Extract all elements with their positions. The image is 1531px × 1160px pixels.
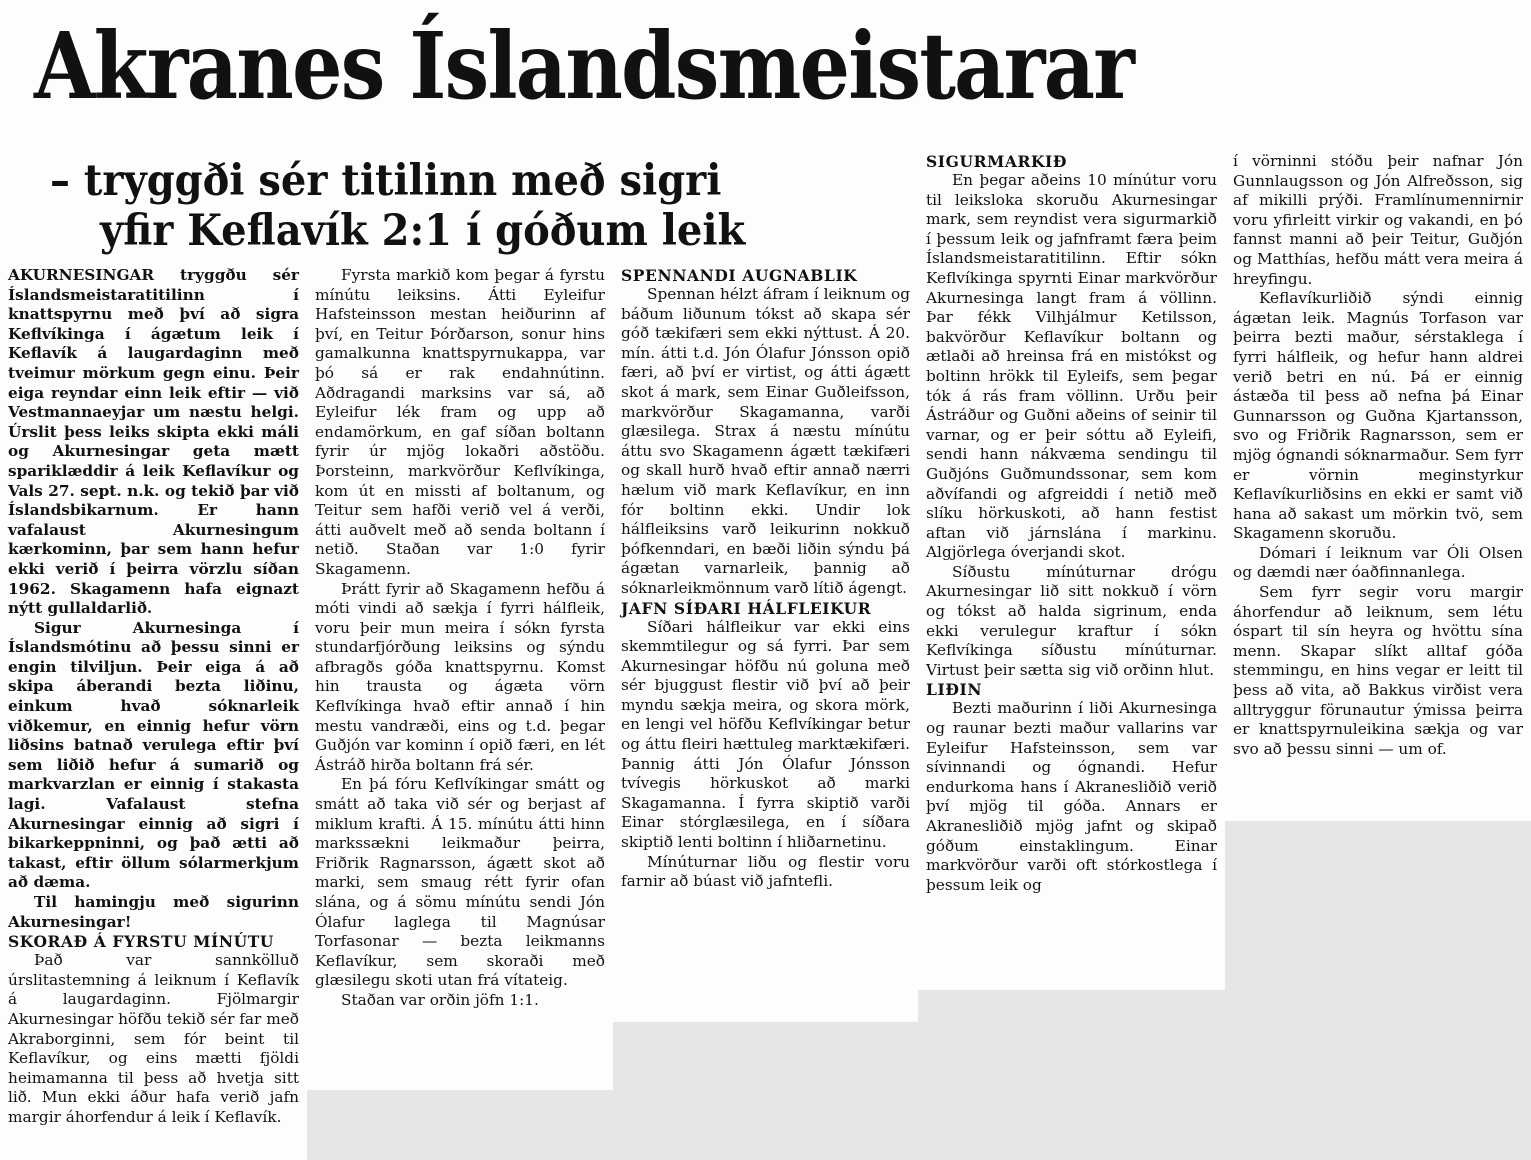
article-column-2 [307,262,613,1090]
paragraph: Staðan var orðin jöfn 1:1. [341,990,539,1009]
article-column-5 [1225,148,1531,821]
article-column-3 [613,262,918,1022]
paragraph: Fyrsta markið kom þegar á fyrstu mínútu leiksins. Átti Eyleifur Hafsteinsson mestan heiðurinn af því, en Teitur Þórðarson, sonur hins gamalkunna knattspyrnukappa, var þó sá er rak endahnútinn. Aðdragandi marksins var sá, að Eyleifur lék fram og upp að endamörkum, en gaf síðan boltann fyrir úr mjög lokaðri aðstöðu. Þorsteinn, markvörður Keflvíkinga, kom út en missti af boltanum, og Teitur sem hafði verið vel á verði, átti auðvelt með að senda boltann í netið. Staðan var 1:0 fyrir Skagamenn. [315,266,605,578]
section-heading: SPENNANDI AUGNABLIK [621,266,858,285]
paragraph: En þá fóru Keflvíkingar smátt og smátt að taka við sér og berjast af miklum krafti. Á 15. mínútu átti hinn markssækni leikmaður þeirra, Friðrik Ragnarsson, ágætt skot að marki, sem smaug rétt fyrir ofan slána, og á sömu mínútu sendi Jón Ólafur laglega til Magnúsar Torfasonar — bezta leikmanns Keflavíkur, sem skoraði með glæsilegu skoti utan frá vítateig. [315,775,605,990]
section-heading: SIGURMARKIÐ [926,152,1068,171]
paragraph: Mínúturnar liðu og flestir voru farnir að búast við jafntefli. [621,852,910,891]
section-heading: SKORAÐ Á FYRSTU MÍNÚTU [8,932,274,952]
subheadline-line-2: yfir Keflavík 2:1 í góðum leik [100,206,746,256]
paragraph: Spennan hélzt áfram í leiknum og báðum liðunum tókst að skapa sér góð tækifæri sem ekki nýttust. Á 20. mín. átti t.d. Jón Ólafur Jónsson opið færi, að því er virtist, og átti ágætt skot á mark, sem Einar Guðleifsson, markvörður Skagamanna, varði glæsilega. Strax á næstu mínútu áttu svo Skagamenn ágætt tækifæri og skall hurð hvað eftir annað nærri hælum við mark Keflavíkur, en inn fór boltinn ekki. Undir lok hálfleiksins varð leikurinn nokkuð þófkenndari, en bæði liðin sýndu þá ágætan varnarleik, þannig að sóknarleikmönnum varð lítið ágengt. [621,285,910,597]
paragraph: Það var sannkölluð úrslitastemning á leiknum í Keflavík á laugardaginn. Fjölmargir Akurnesingar höfðu tekið sér far með Akraborginni, sem fór beint til Keflavíkur, og eins mætti fjöldi heimamanna til þess að hvetja sitt lið. Mun ekki áður hafa verið jafn margir áhorfendur á leik í Keflavík. [8,951,299,1126]
paragraph: En þegar aðeins 10 mínútur voru til leiksloka skoruðu Akurnesingar mark, sem reyndist vera sigurmarkið í þessum leik og jafnframt færa þeim Íslandsmeistaratitilinn. Eftir sókn Keflvíkinga spyrnti Einar markvörður Akurnesinga langt fram á völlinn. Þar fékk Vilhjálmur Ketilsson, bakvörður Keflavíkur boltann og ætlaði að hreinsa frá en mistókst og boltinn hrökk til Eyleifs, sem þegar tók á rás fram völlinn. Urðu þeir Ástráður og Guðni aðeins of seinir til varnar, og er þeir sóttu að Eyleifi, sendi hann nákvæma sendingu til Guðjóns Guðmundssonar, sem kom aðvífandi og afgreiddi í netið með slíku hörkuskoti, að hann festist aftan við járnslána í markinu. Algjörlega óverjandi skot. [926,171,1217,562]
paragraph: Sigur Akurnesinga í Íslandsmótinu að þessu sinni er engin tilviljun. Þeir eiga á að skipa áberandi bezta liðinu, einkum hvað sóknarleik viðkemur, en einnig hefur vörn liðsins batnað verulega eftir því sem liðið hefur á sumarið og markvarzlan er einnig í stakasta lagi. Vafalaust stefna Akurnesingar einnig að sigri í bikarkeppninni, og það ætti að takast, eftir öllum sólarmerkjum að dæma. [8,618,299,892]
headline: Akranes Íslandsmeistarar [34,12,1134,120]
paragraph: Keflavíkurliðið sýndi einnig ágætan leik. Magnús Torfason var þeirra bezti maður, sérstaklega í fyrri hálfleik, og hefur hann aldrei verið betri en nú. Þá er einnig ástæða til þess að nefna þá Einar Gunnarsson og Guðna Kjartansson, svo og Friðrik Ragnarsson, sem er mjög ógnandi sóknarmaður. Sem fyrr er vörnin meginstyrkur Keflavíkurliðsins en ekki er samt við hana að sakast um mörkin tvö, sem Skagamenn skoruðu. [1233,289,1523,543]
paragraph: Síðustu mínúturnar drógu Akurnesingar lið sitt nokkuð í vörn og tókst að halda sigrinum, enda ekki verulegur kraftur í sókn Keflvíkinga síðustu mínúturnar. Virtust þeir sætta sig við orðinn hlut. [926,562,1217,679]
paragraph: Dómari í leiknum var Óli Olsen og dæmdi nær óaðfinnanlega. [1233,543,1523,582]
paragraph: í vörninni stóðu þeir nafnar Jón Gunnlaugsson og Jón Alfreðsson, sig af mikilli prýði. Framlínumennirnir voru yfirleitt virkir og vakandi, en þó fannst manni að þeir Teitur, Guðjón og Matthías, hefðu mátt vera meira á hreyfingu. [1233,152,1523,288]
lead-paragraph: AKURNESINGAR tryggðu sér Íslandsmeistaratitilinn í knattspyrnu með því að sigra Keflvíkinga í ágætum leik í Keflavík á laugardaginn með tveimur mörkum gegn einu. Þeir eiga reyndar einn leik eftir — við Vestmannaeyjar um næstu helgi. Úrslit þess leiks skipta ekki máli og Akurnesingar geta mætt spariklæddir á leik Keflavíkur og Vals 27. sept. n.k. og tekið þar við Íslandsbikarnum. Er hann vafalaust Akurnesingum kærkominn, þar sem hann hefur ekki verið í þeirra vörzlu síðan 1962. Skagamenn hafa eignazt nýtt gullaldarlið. [8,266,299,618]
section-heading: LIÐIN [926,680,983,700]
paragraph: Til hamingju með sigurinn Akurnesingar! [8,893,299,931]
paragraph: Síðari hálfleikur var ekki eins skemmtilegur og sá fyrri. Þar sem Akurnesingar höfðu nú goluna með sér bjuggust flestir við því að þeir myndu sækja meira, og skora mörk, en lengi vel höfðu Keflvíkingar betur og áttu fleiri hættuleg marktækifæri. Þannig átti Jón Ólafur Jónsson tvívegis hörkuskot að marki Skagamanna. Í fyrra skiptið varði Einar stórglæsilega, en í síðara skiptið lenti boltinn í hliðarnetinu. [621,617,910,852]
paragraph: Sem fyrr segir voru margir áhorfendur að leiknum, sem létu óspart til sín heyra og hvöttu sína menn. Skapar slíkt alltaf góða stemmingu, en hins vegar er leitt til þess að vita, að Bakkus virðist vera alltryggur förunautur ýmissa þeirra er knattspyrnuleikina sækja og var svo að þessu sinni — um of. [1233,583,1523,758]
article-column-4 [918,148,1225,990]
section-heading: JAFN SÍÐARI HÁLFLEIKUR [621,598,872,618]
paragraph: Þrátt fyrir að Skagamenn hefðu á móti vindi að sækja í fyrri hálfleik, voru þeir mun meira í sókn fyrsta stundarfjórðung leiksins og sýndu afbragðs góða knattspyrnu. Komst hin trausta og ágæta vörn Keflvíkinga hvað eftir annað í hin mestu vandræði, eins og t.d. þegar Guðjón var kominn í opið færi, en lét Ástráð hirða boltann frá sér. [315,579,605,774]
article-column-1 [0,262,307,1160]
subheadline-line-1: – tryggði sér titilinn með sigri [50,156,722,206]
paragraph: Bezti maðurinn í liði Akurnesinga og raunar bezti maður vallarins var Eyleifur Hafsteinsson, sem var sívinnandi og ógnandi. Hefur endurkoma hans í Akranesliðið verið því mjög til góða. Annars er Akranesliðið mjög jafnt og skipað góðum einstaklingum. Einar markvörður varði oft stórkostlega í þessum leik og [926,699,1217,894]
